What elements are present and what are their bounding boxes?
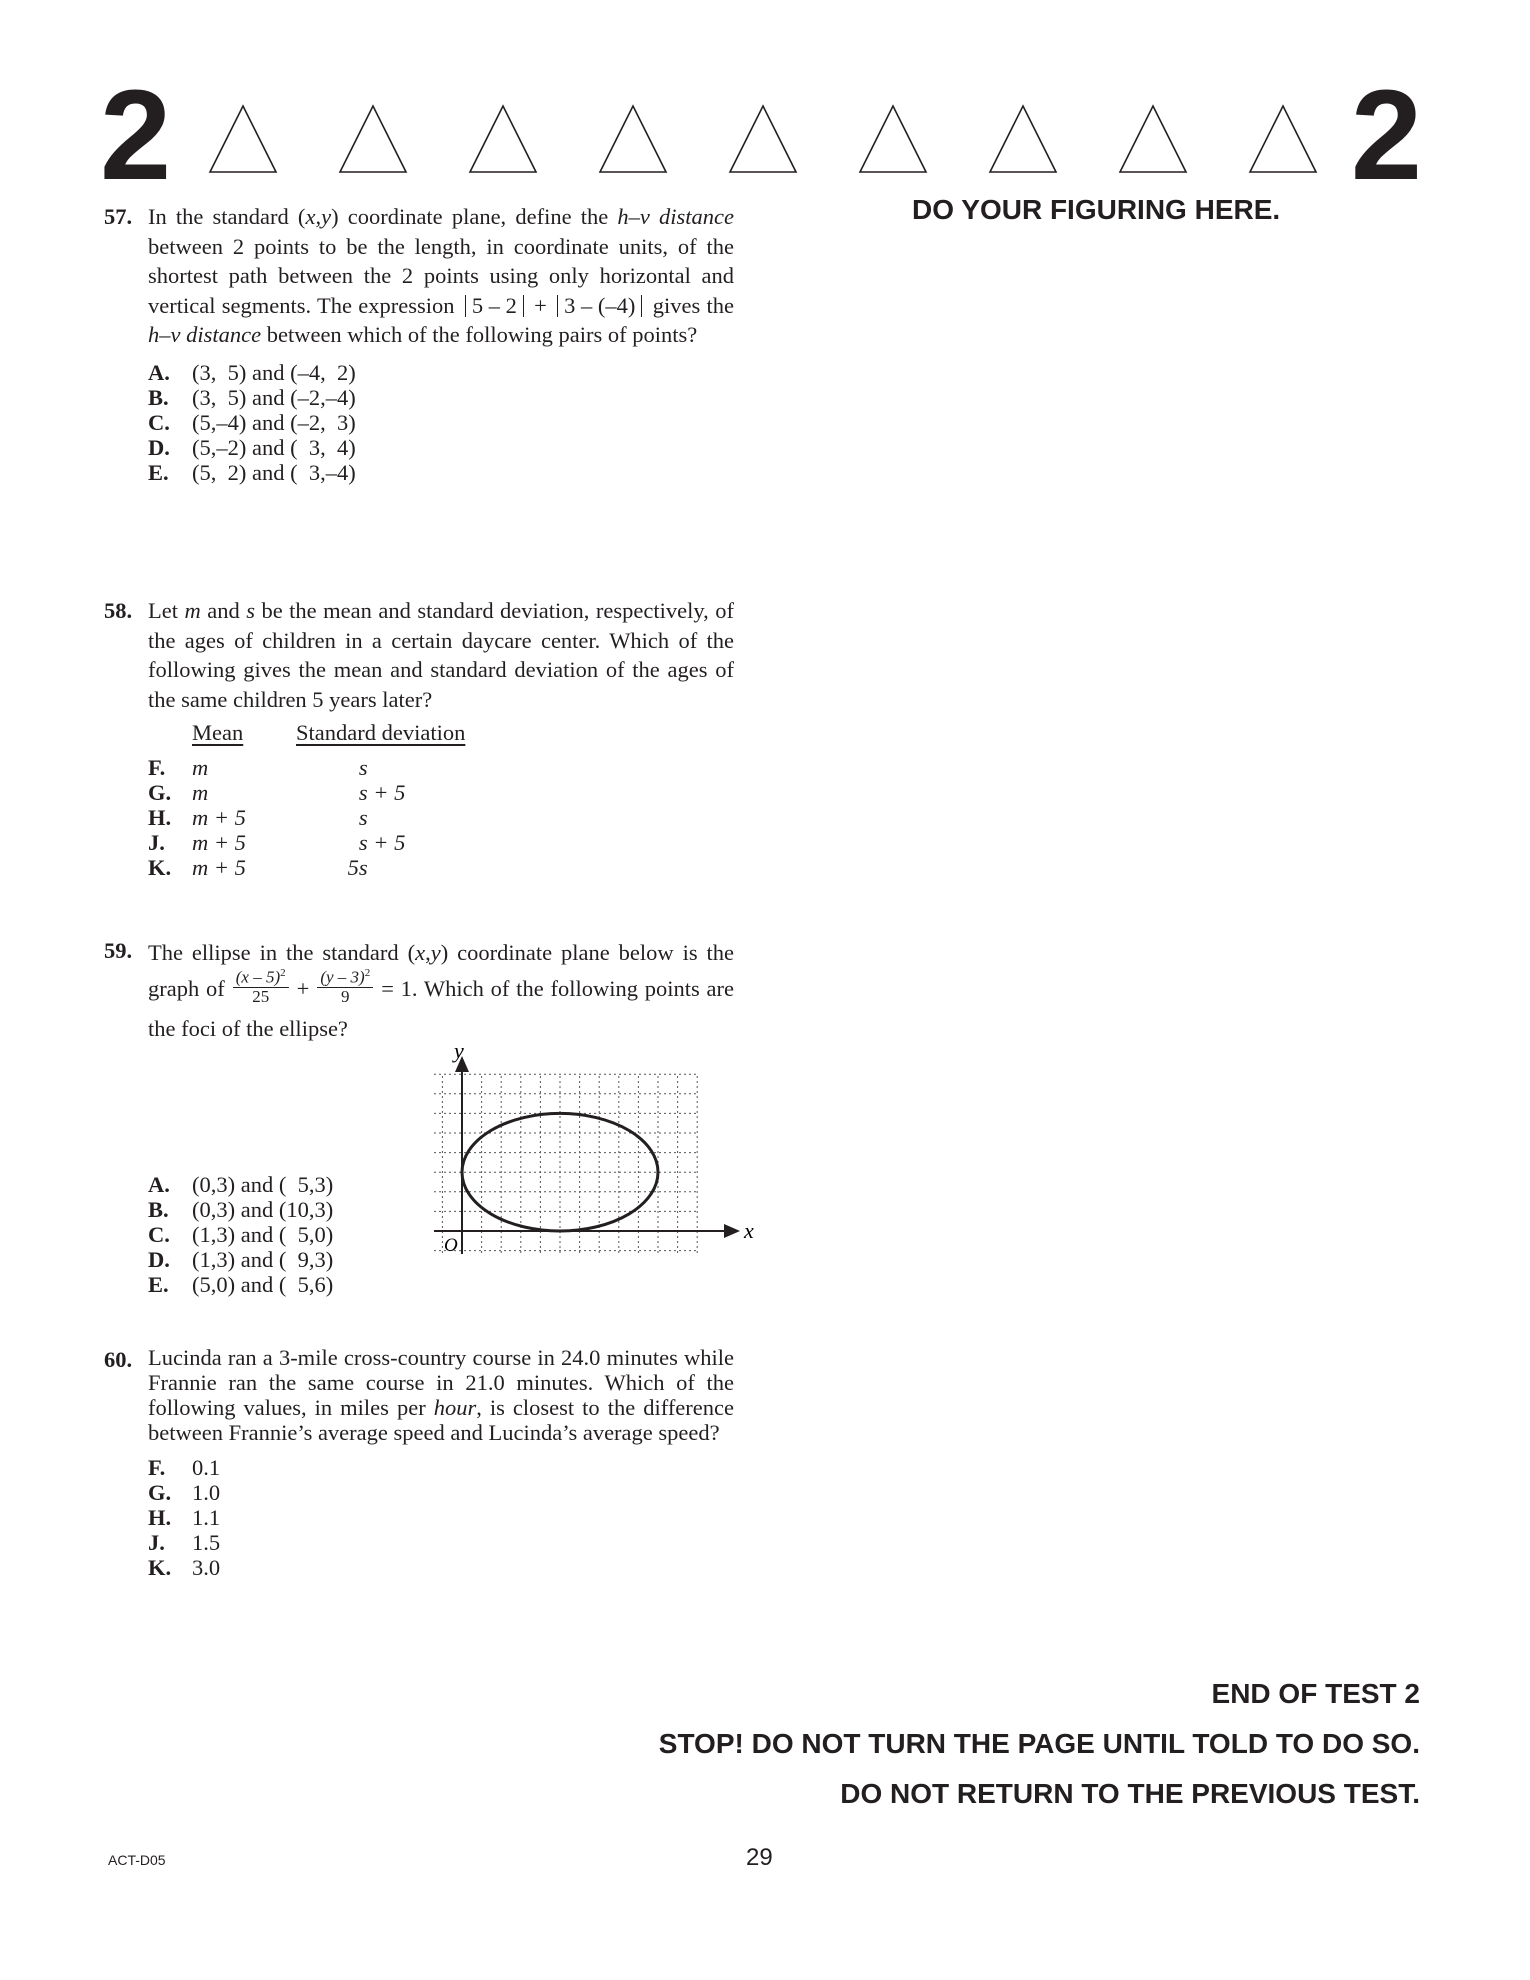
answer-option[interactable]: G. 1.0	[148, 1480, 221, 1505]
answer-option[interactable]: F. 0.1	[148, 1455, 221, 1480]
page-number: 29	[746, 1844, 773, 1871]
answer-options	[148, 1455, 734, 1580]
answer-option[interactable]: F. m s	[148, 755, 368, 780]
section-number-right: 2	[1350, 64, 1420, 207]
triangle-icon	[1120, 106, 1186, 172]
absolute-value: 3 – (–4)	[557, 295, 642, 317]
triangle-icon	[210, 106, 276, 172]
end-of-test: END OF TEST 2	[1211, 1678, 1420, 1709]
section-number-left: 2	[100, 64, 170, 207]
question-number: 57.	[104, 204, 133, 229]
question-text: Lucinda ran a 3-mile cross-country course in 24.0 minutes while Frannie ran the same course in 21.0 minutes. Which of the following values, in miles per hour, is closest to the difference between Frannie’s average speed and Lucinda’s average speed?	[148, 1345, 734, 1445]
answer-option[interactable]: E. (5,0) and ( 5,6)	[148, 1272, 334, 1297]
y-axis-label: y	[454, 1046, 464, 1063]
question-60	[104, 1345, 734, 1580]
question-text: In the standard (x,y) coordinate plane, define the h–v distance between 2 points to be the length, in coordinate units, of the shortest path between the 2 points using only horizontal and vertical segments. The expression 5 – 2 + 3 – (–4) gives the h–v distance between which of the following pairs of points?	[148, 204, 735, 347]
answer-option[interactable]: D. (5,–2) and ( 3, 4)	[148, 434, 356, 460]
origin-label: O	[444, 1235, 458, 1256]
question-number: 58.	[104, 598, 133, 623]
question-59	[104, 936, 754, 1316]
answer-option[interactable]: A. (0,3) and ( 5,3)	[148, 1172, 334, 1197]
answer-option[interactable]: C. (5,–4) and (–2, 3)	[148, 409, 356, 435]
triangle-icon	[860, 106, 926, 172]
answer-option[interactable]: H. m + 5 s	[148, 805, 368, 830]
stop-instruction: STOP! DO NOT TURN THE PAGE UNTIL TOLD TO DO SO.	[658, 1728, 1420, 1759]
answer-table	[148, 720, 734, 880]
question-text: The ellipse in the standard (x,y) coordinate plane below is the graph of $\frac{(x - 5)^2}{25}$ + $\frac{(y - 3)^2}{9}$ = 1. Which of the following points are the foci of the ellipse?	[148, 940, 735, 1041]
triangle-row	[200, 100, 1340, 180]
absolute-value: 5 – 2	[465, 295, 524, 317]
answer-options	[148, 1172, 333, 1297]
triangle-icon	[1250, 106, 1316, 172]
x-axis-label: x	[744, 1218, 754, 1243]
no-return-instruction: DO NOT RETURN TO THE PREVIOUS TEST.	[840, 1778, 1420, 1809]
table-header	[148, 720, 734, 745]
triangle-icon	[470, 106, 536, 172]
triangle-icon	[600, 106, 666, 172]
answer-options	[148, 360, 734, 485]
question-text: Let m and s be the mean and standard deviation, respectively, of the ages of children in a certain daycare center. Which of the following gives the mean and standard deviation of the ages of the same children 5 years later?	[148, 598, 734, 712]
fraction: $\frac{(y - 3)^2}{9}$	[317, 964, 373, 1006]
form-code: ACT-D05	[108, 1852, 166, 1868]
answer-option[interactable]: K. m + 5 5s	[148, 855, 368, 880]
answer-option[interactable]: G. m s + 5	[148, 780, 406, 805]
question-57	[104, 202, 734, 485]
question-58	[104, 596, 734, 880]
figuring-note: DO YOUR FIGURING HERE.	[912, 194, 1281, 225]
x-axis-arrow-icon	[724, 1224, 740, 1238]
answer-option[interactable]: J. m + 5 s + 5	[148, 830, 406, 855]
fraction: $\frac{(x - 5)^2}{25}$	[233, 964, 289, 1006]
answer-option[interactable]: K. 3.0	[148, 1555, 221, 1580]
answer-option[interactable]: E. (5, 2) and ( 3,–4)	[148, 459, 356, 485]
answer-option[interactable]: B. (3, 5) and (–2,–4)	[148, 384, 356, 410]
answer-option[interactable]: J. 1.5	[148, 1530, 221, 1555]
answer-option[interactable]: B. (0,3) and (10,3)	[148, 1197, 334, 1222]
answer-option[interactable]: D. (1,3) and ( 9,3)	[148, 1247, 334, 1272]
answer-option[interactable]: C. (1,3) and ( 5,0)	[148, 1222, 334, 1247]
answer-option[interactable]: H. 1.1	[148, 1505, 221, 1530]
answer-option[interactable]: A. (3, 5) and (–4, 2)	[148, 359, 356, 385]
column-mean: Mean	[192, 720, 244, 745]
ellipse-graph	[424, 1046, 754, 1256]
column-standard-deviation: Standard deviation	[296, 720, 466, 745]
question-number: 59.	[104, 938, 133, 963]
triangle-icon	[990, 106, 1056, 172]
triangle-icon	[340, 106, 406, 172]
triangle-icon	[730, 106, 796, 172]
question-number: 60.	[104, 1347, 133, 1372]
